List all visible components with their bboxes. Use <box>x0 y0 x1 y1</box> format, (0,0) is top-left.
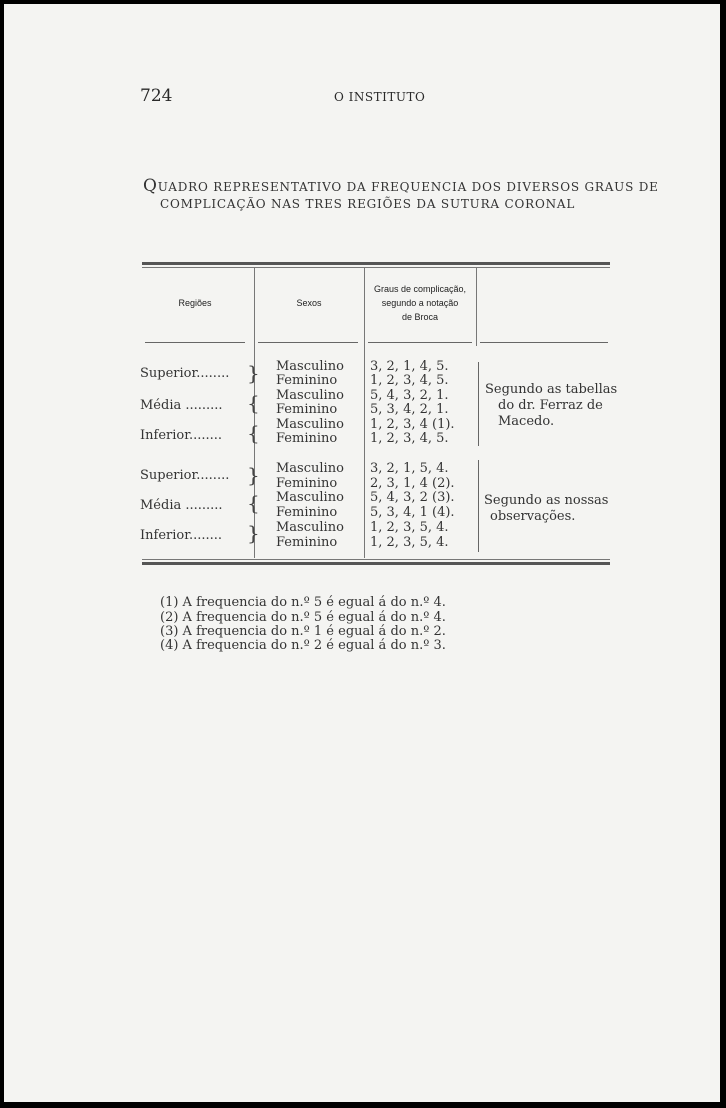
table-top-rule-thin <box>142 267 610 268</box>
graus-cell: 1, 2, 3, 5, 4. <box>370 535 449 550</box>
graus-cell: 1, 2, 3, 5, 4. <box>370 520 449 535</box>
region-media: Média ......... <box>140 398 223 413</box>
sex-cell: Feminino <box>276 476 338 491</box>
graus-cell: 1, 2, 3, 4, 5. <box>370 431 449 446</box>
sex-cell: Masculino <box>276 461 344 476</box>
table-top-rule <box>142 262 610 265</box>
note-line: observações. <box>490 509 576 524</box>
sex-cell: Masculino <box>276 388 344 403</box>
note-line: do dr. Ferraz de <box>498 398 603 413</box>
note-line: Segundo as tabellas <box>485 382 618 397</box>
region-brace: { <box>247 391 260 415</box>
note-brace <box>478 362 479 446</box>
region-inferior: Inferior........ <box>140 528 223 543</box>
footnote: (3) A frequencia do n.º 1 é egual á do n.º 2. <box>160 624 446 639</box>
table-bottom-rule-thin <box>142 559 610 560</box>
region-inferior: Inferior........ <box>140 428 223 443</box>
footnote: (2) A frequencia do n.º 5 é egual á do n.º 4. <box>160 610 446 625</box>
sex-cell: Feminino <box>276 402 338 417</box>
sex-cell: Masculino <box>276 520 344 535</box>
table-title-line1 <box>143 176 659 196</box>
sex-cell: Masculino <box>276 417 344 432</box>
column-divider <box>476 268 477 346</box>
graus-cell: 1, 2, 3, 4, 5. <box>370 373 449 388</box>
note-brace <box>478 460 479 552</box>
title-line1-rest: UADRO REPRESENTATIVO DA FREQUENCIA DOS DIVERSOS GRAUS DE <box>157 180 659 194</box>
graus-cell: 3, 2, 1, 5, 4. <box>370 461 449 476</box>
graus-cell: 3, 2, 1, 4, 5. <box>370 359 449 374</box>
sex-cell: Feminino <box>276 505 338 520</box>
graus-cell: 5, 3, 4, 1 (4). <box>370 505 455 520</box>
page <box>4 4 720 1102</box>
sex-cell: Feminino <box>276 373 338 388</box>
header-separator <box>368 342 472 343</box>
title-initial: Q <box>143 176 158 196</box>
sex-cell: Feminino <box>276 431 338 446</box>
sex-cell: Masculino <box>276 359 344 374</box>
region-superior: Superior........ <box>140 468 230 483</box>
graus-cell: 5, 3, 4, 2, 1. <box>370 402 449 417</box>
region-brace: } <box>247 361 260 385</box>
sex-cell: Masculino <box>276 490 344 505</box>
running-head: O INSTITUTO <box>334 90 426 104</box>
header-graus-line2: segundo a notação <box>381 298 459 308</box>
header-separator <box>258 342 358 343</box>
header-separator <box>145 342 245 343</box>
footnote: (4) A frequencia do n.º 2 é egual á do n.º 3. <box>160 638 446 653</box>
header-graus-line3: de Broca <box>401 312 439 322</box>
region-brace: { <box>247 491 260 515</box>
graus-cell: 2, 3, 1, 4 (2). <box>370 476 455 491</box>
header-sexos: Sexos <box>296 298 322 308</box>
region-brace: } <box>247 463 260 487</box>
note-line: Macedo. <box>498 414 555 429</box>
region-brace: { <box>247 421 260 445</box>
footnote: (1) A frequencia do n.º 5 é egual á do n.º 4. <box>160 595 446 610</box>
table-title-line2: COMPLICAÇÃO NAS TRES REGIÕES DA SUTURA CORONAL <box>160 197 576 211</box>
sex-cell: Feminino <box>276 535 338 550</box>
region-brace: } <box>247 521 260 545</box>
page-number: 724 <box>140 86 173 106</box>
region-media: Média ......... <box>140 498 223 513</box>
header-separator <box>480 342 608 343</box>
region-superior: Superior........ <box>140 366 230 381</box>
header-graus-line1: Graus de complicação, <box>373 284 467 294</box>
graus-cell: 5, 4, 3, 2 (3). <box>370 490 455 505</box>
graus-cell: 1, 2, 3, 4 (1). <box>370 417 455 432</box>
graus-cell: 5, 4, 3, 2, 1. <box>370 388 449 403</box>
header-graus <box>364 282 476 324</box>
note-line: Segundo as nossas <box>484 493 609 508</box>
header-regioes: Regiões <box>178 298 212 308</box>
table-bottom-rule <box>142 562 610 565</box>
